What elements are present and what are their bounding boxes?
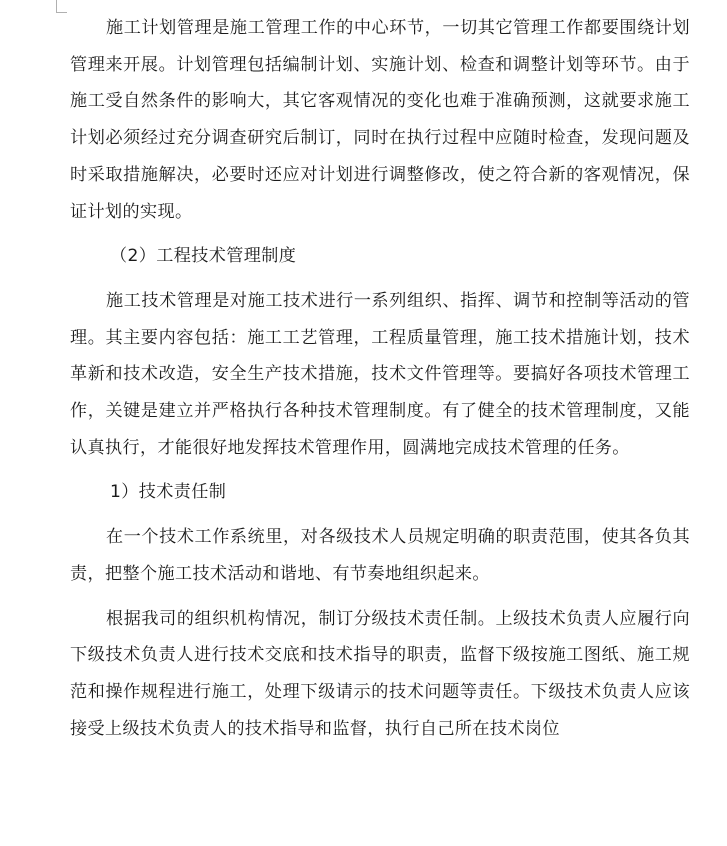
document-page (70, 10, 690, 747)
paragraph-planning-management: 施工计划管理是施工管理工作的中心环节，一切其它管理工作都要围绕计划管理来开展。计划管理包括编制计划、实施计划、检查和调整计划等环节。由于施工受自然条件的影响大，其它客观情况的变化也难于准确预测，这就要求施工计划必须经过充分调查研究后制订，同时在执行过程中应随时检查，发现问题及时采取措施解决，必要时还应对计划进行调整修改，使之符合新的客观情况，保证计划的实现。 (70, 18, 690, 222)
paragraph-technical-management: 施工技术管理是对施工技术进行一系列组织、指挥、调节和控制等活动的管理。其主要内容包括：施工工艺管理，工程质量管理，施工技术措施计划，技术革新和技术改造，安全生产技术措施，技术文件管理等。要搞好各项技术管理工作，关键是建立并严格执行各种技术管理制度。有了健全的技术管理制度，又能认真执行，才能很好地发挥技术管理作用，圆满地完成技术管理的任务。 (70, 290, 690, 458)
paragraph-responsibility-levels: 根据我司的组织机构情况，制订分级技术责任制。上级技术负责人应履行向下级技术负责人进行技术交底和技术指导的职责，监督下级按施工图纸、施工规范和操作规程进行施工，处理下级请示的技术问题等责任。下级技术负责人应该接受上级技术负责人的技术指导和监督，执行自己所在技术岗位 (70, 608, 690, 739)
page-corner-mark (56, 0, 67, 13)
subheading-technical-responsibility: 1）技术责任制 (110, 482, 227, 503)
section-heading-technical-management: （2）工程技术管理制度 (110, 246, 297, 267)
paragraph-technical-system: 在一个技术工作系统里，对各级技术人员规定明确的职责范围，使其各负其责，把整个施工技术活动和谐地、有节奏地组织起来。 (70, 527, 690, 584)
